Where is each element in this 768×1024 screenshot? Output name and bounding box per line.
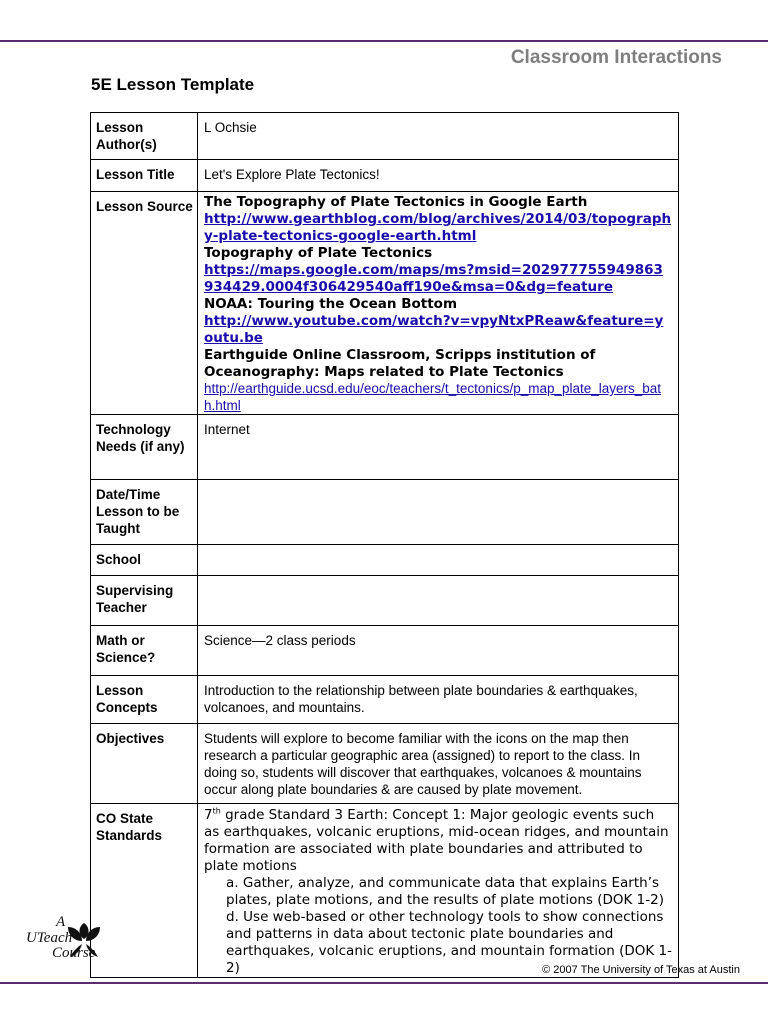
value-source	[198, 192, 679, 415]
row-author	[91, 113, 679, 160]
row-source	[91, 192, 679, 415]
source-link-3[interactable]: http://www.youtube.com/watch?v=vpyNtxPReaw&feature=youtu.be	[204, 313, 664, 346]
label-author: Lesson Author(s)	[91, 113, 198, 160]
source-link-1[interactable]: http://www.gearthblog.com/blog/archives/2014/03/topography-plate-tectonics-google-earth.html	[204, 211, 672, 244]
source-title-1: The Topography of Plate Tectonics in Google Earth	[204, 194, 588, 210]
source-title-4: Earthguide Online Classroom, Scripps institution of Oceanography: Maps related to Plate Tectonics	[204, 347, 596, 380]
standards-grade: 7	[204, 807, 213, 823]
top-rule	[0, 40, 768, 42]
label-subject: Math or Science?	[91, 626, 198, 676]
document-title: 5E Lesson Template	[91, 75, 255, 94]
standards-intro	[204, 807, 672, 875]
row-subject	[91, 626, 679, 676]
row-supervisor	[91, 576, 679, 626]
copyright-text: © 2007 The University of Texas at Austin	[542, 964, 740, 976]
value-standards	[198, 804, 679, 978]
row-title	[91, 160, 679, 192]
lesson-table	[90, 112, 679, 978]
standards-intro-text: grade Standard 3 Earth: Concept 1: Major geologic events such as earthquakes, volcanic eruptions, mid-ocean ridges, and mountain formation are associated with plate boundaries and attributed to plate motions	[204, 807, 669, 874]
uteach-logo	[26, 915, 106, 975]
logo-text	[26, 915, 95, 962]
row-technology	[91, 415, 679, 480]
label-standards: CO State Standards	[91, 804, 198, 978]
label-concepts: Lesson Concepts	[91, 676, 198, 724]
row-school	[91, 545, 679, 576]
label-date: Date/Time Lesson to be Taught	[91, 480, 198, 545]
label-source: Lesson Source	[91, 192, 198, 415]
bottom-rule	[0, 982, 768, 984]
standards-item-a: a. Gather, analyze, and communicate data that explains Earth’s plates, plate motions, and the results of plate motions (DOK 1-2)	[226, 875, 664, 908]
source-link-2[interactable]: https://maps.google.com/maps/ms?msid=202977755949863934429.0004f306429540aff190e&msa=0&dg=feature	[204, 262, 663, 295]
value-subject: Science—2 class periods	[198, 626, 679, 676]
standards-item-d: d. Use web-based or other technology tools to show connections and patterns in data about tectonic plate boundaries and earthquakes, volcanic eruptions, and mountain formation (DOK 1-2)	[226, 909, 672, 976]
row-objectives	[91, 724, 679, 804]
row-standards	[91, 804, 679, 978]
logo-line-3: Course	[52, 945, 96, 961]
logo-line-2: UTeach	[26, 929, 73, 946]
source-title-3: NOAA: Touring the Ocean Bottom	[204, 296, 458, 312]
label-objectives: Objectives	[91, 724, 198, 804]
standards-grade-suffix: th	[212, 806, 221, 816]
source-link-4[interactable]: http://earthguide.ucsd.edu/eoc/teachers/t_tectonics/p_map_plate_layers_bath.html	[204, 381, 662, 413]
row-concepts	[91, 676, 679, 724]
value-objectives: Students will explore to become familiar with the icons on the map then research a particular geographic area (assigned) to report to the class. In doing so, students will discover that earthquakes, volcanoes & mountains occur along plate boundaries & are caused by plate movement.	[198, 724, 679, 804]
value-supervisor	[198, 576, 679, 626]
value-school	[198, 545, 679, 576]
value-concepts: Introduction to the relationship between plate boundaries & earthquakes, volcanoes, and mountains.	[198, 676, 679, 724]
row-date	[91, 480, 679, 545]
label-school: School	[91, 545, 198, 576]
value-author: L Ochsie	[198, 113, 679, 160]
value-technology: Internet	[198, 415, 679, 480]
label-technology: Technology Needs (if any)	[91, 415, 198, 480]
source-title-2: Topography of Plate Tectonics	[204, 245, 433, 261]
logo-line-1: A	[56, 914, 66, 930]
value-date	[198, 480, 679, 545]
value-title: Let's Explore Plate Tectonics!	[198, 160, 679, 192]
label-title: Lesson Title	[91, 160, 198, 192]
header-title: Classroom Interactions	[510, 47, 722, 68]
label-supervisor: Supervising Teacher	[91, 576, 198, 626]
